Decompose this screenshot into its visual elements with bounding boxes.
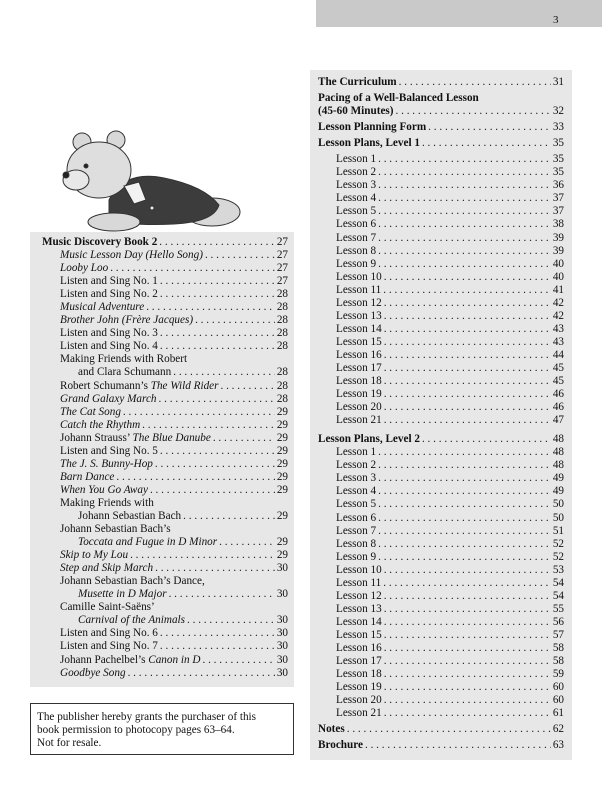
toc-entry: Music Lesson Day (Hello Song) . . . 27: [42, 249, 288, 262]
toc-section-level1: Lesson Plans, Level 1 . . . 35: [318, 137, 564, 150]
lesson-entry: Lesson 10 . . . 40: [318, 271, 564, 284]
toc-entry: Looby Loo . . . 27: [42, 262, 288, 275]
toc-entry: Listen and Sing No. 6 . . . 30: [42, 627, 288, 640]
toc-entry: Musette in D Major . . . 30: [42, 588, 288, 601]
level1-lesson-list: [318, 153, 564, 427]
lesson-entry: Lesson 6 . . . 38: [318, 218, 564, 231]
lesson-entry: Lesson 11 . . . 54: [318, 577, 564, 590]
toc-section-level2: Lesson Plans, Level 2 . . . 48: [318, 433, 564, 446]
toc-entry: Grand Galaxy March . . . 28: [42, 393, 288, 406]
toc-entry: Barn Dance . . . 29: [42, 471, 288, 484]
toc-entry: Listen and Sing No. 3 . . . 28: [42, 327, 288, 340]
toc-entry: Johann Strauss’ The Blue Danube . . . 29: [42, 432, 288, 445]
lesson-entry: Lesson 9 . . . 52: [318, 551, 564, 564]
lesson-entry: Lesson 5 . . . 50: [318, 498, 564, 511]
toc-entry: When You Go Away . . . 29: [42, 484, 288, 497]
toc-entry: Listen and Sing No. 5 . . . 29: [42, 445, 288, 458]
lesson-entry: Lesson 2 . . . 35: [318, 166, 564, 179]
lesson-entry: Lesson 8 . . . 52: [318, 538, 564, 551]
lesson-entry: Lesson 14 . . . 56: [318, 616, 564, 629]
lesson-entry: Lesson 19 . . . 60: [318, 681, 564, 694]
lesson-entry: Lesson 19 . . . 46: [318, 388, 564, 401]
lesson-entry: Lesson 21 . . . 61: [318, 707, 564, 720]
lesson-entry: Lesson 3 . . . 49: [318, 472, 564, 485]
toc-entry: The J. S. Bunny-Hop . . . 29: [42, 458, 288, 471]
page-number: 3: [553, 14, 559, 26]
toc-entry: Robert Schumann’s The Wild Rider . . . 28: [42, 380, 288, 393]
toc-entry: Brother John (Frère Jacques) . . . 28: [42, 314, 288, 327]
toc-entry: Musical Adventure . . . 28: [42, 301, 288, 314]
toc-entry-line1: Making Friends with: [60, 496, 154, 509]
lesson-entry: Lesson 4 . . . 37: [318, 192, 564, 205]
notice-line: The publisher hereby grants the purchaser of this: [37, 711, 257, 723]
toc-entry: Johann Pachelbel’s Canon in D . . . 30: [42, 654, 288, 667]
toc-entry: Catch the Rhythm . . . 29: [42, 419, 288, 432]
toc-entry: Toccata and Fugue in D Minor . . . 29: [42, 536, 288, 549]
lesson-entry: Lesson 15 . . . 43: [318, 336, 564, 349]
lesson-entry: Lesson 9 . . . 40: [318, 258, 564, 271]
level2-lesson-list: [318, 446, 564, 720]
toc-section-header: Music Discovery Book 2 . . . 27: [42, 236, 288, 249]
toc-entry: Step and Skip March . . . 30: [42, 562, 288, 575]
toc-entry-line1: Making Friends with Robert: [60, 353, 188, 366]
toc-section-pacing: (45-60 Minutes) . . . 32: [318, 105, 564, 118]
lesson-entry: Lesson 7 . . . 39: [318, 232, 564, 245]
lesson-entry: Lesson 12 . . . 42: [318, 297, 564, 310]
notice-line: book permission to photocopy pages 63–64.: [37, 724, 235, 736]
lesson-entry: Lesson 20 . . . 60: [318, 694, 564, 707]
toc-entry: Goodbye Song . . . 30: [42, 667, 288, 680]
toc-entry: Skip to My Lou . . . 29: [42, 549, 288, 562]
lesson-entry: Lesson 12 . . . 54: [318, 590, 564, 603]
toc-entry: Johann Sebastian Bach . . . 29: [42, 510, 288, 523]
lesson-entry: Lesson 1 . . . 48: [318, 446, 564, 459]
lesson-entry: Lesson 10 . . . 53: [318, 564, 564, 577]
left-toc: [42, 236, 288, 680]
lesson-entry: Lesson 6 . . . 50: [318, 512, 564, 525]
toc-entry: Listen and Sing No. 1 . . . 27: [42, 275, 288, 288]
lesson-entry: Lesson 8 . . . 39: [318, 245, 564, 258]
lesson-entry: Lesson 18 . . . 59: [318, 668, 564, 681]
toc-entry-line1: Johann Sebastian Bach’s Dance,: [60, 575, 205, 588]
notice-line: Not for resale.: [37, 737, 102, 749]
lesson-entry: Lesson 14 . . . 43: [318, 323, 564, 336]
lesson-entry: Lesson 3 . . . 36: [318, 179, 564, 192]
lesson-entry: Lesson 5 . . . 37: [318, 205, 564, 218]
header-bar: [316, 0, 602, 27]
bear-paw: [88, 213, 140, 231]
toc-entry: and Clara Schumann . . . 28: [42, 366, 288, 379]
lesson-entry: Lesson 1 . . . 35: [318, 153, 564, 166]
toc-section-notes: Notes . . . 62: [318, 723, 564, 736]
toc-section-pacing-line1: Pacing of a Well-Balanced Lesson: [318, 92, 479, 105]
bear-eye: [84, 164, 88, 168]
toc-section-planning-form: Lesson Planning Form . . . 33: [318, 121, 564, 134]
toc-section-brochure: Brochure . . . 63: [318, 739, 564, 752]
lesson-entry: Lesson 13 . . . 42: [318, 310, 564, 323]
photocopy-notice: [30, 703, 294, 755]
toc-entry: Listen and Sing No. 4 . . . 28: [42, 340, 288, 353]
lesson-entry: Lesson 17 . . . 45: [318, 362, 564, 375]
bear-button: [150, 206, 154, 210]
lesson-entry: Lesson 16 . . . 44: [318, 349, 564, 362]
toc-entry-line1: Camille Saint-Saëns’: [60, 601, 155, 614]
toc-entry: Listen and Sing No. 7 . . . 30: [42, 640, 288, 653]
toc-entry: The Cat Song . . . 29: [42, 406, 288, 419]
lesson-entry: Lesson 2 . . . 48: [318, 459, 564, 472]
lesson-entry: Lesson 7 . . . 51: [318, 525, 564, 538]
lesson-entry: Lesson 15 . . . 57: [318, 629, 564, 642]
toc-section-curriculum: The Curriculum . . . 31: [318, 76, 564, 89]
lesson-entry: Lesson 16 . . . 58: [318, 642, 564, 655]
lesson-entry: Lesson 20 . . . 46: [318, 401, 564, 414]
lesson-entry: Lesson 13 . . . 55: [318, 603, 564, 616]
lesson-entry: Lesson 18 . . . 45: [318, 375, 564, 388]
toc-entry: Listen and Sing No. 2 . . . 28: [42, 288, 288, 301]
bear-nose: [63, 172, 69, 178]
teddy-bear-illustration: [54, 130, 244, 234]
lesson-entry: Lesson 4 . . . 49: [318, 485, 564, 498]
lesson-entry: Lesson 21 . . . 47: [318, 414, 564, 427]
lesson-entry: Lesson 11 . . . 41: [318, 284, 564, 297]
right-toc: [318, 76, 564, 752]
lesson-entry: Lesson 17 . . . 58: [318, 655, 564, 668]
toc-entry: Carnival of the Animals . . . 30: [42, 614, 288, 627]
toc-entry-line1: Johann Sebastian Bach’s: [60, 523, 171, 536]
